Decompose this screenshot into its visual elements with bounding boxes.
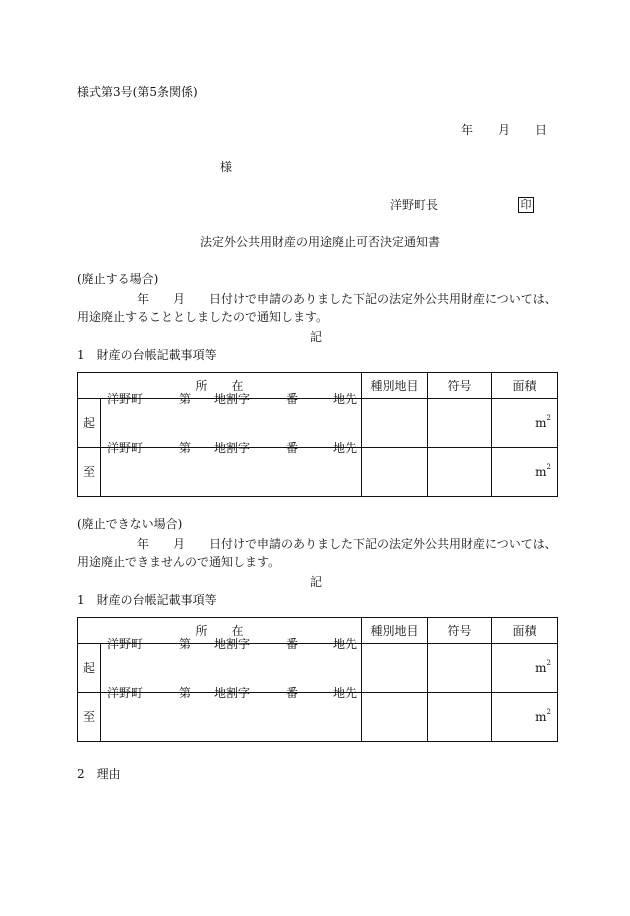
dai-label: 第 [179,637,192,651]
register-table-reject [77,617,558,742]
number-cell [428,399,492,448]
header-location: 所 在 [78,618,362,644]
header-land-type: 種別地目 [362,373,428,399]
town-name: 洋野町 [107,392,144,406]
notice-body-abolish: 年 月 日付けで申請のありました下記の法定外公共用財産については、用途廃止することとしましたので通知します。 [77,292,557,324]
area-unit-sup: 2 [546,414,552,422]
sakichi-label: 地先 [333,441,358,455]
town-name: 洋野町 [107,686,144,700]
item1-heading: 1 財産の台帳記載事項等 [77,348,217,362]
item2-heading: 2 理由 [77,767,121,781]
area-unit-sup: 2 [546,659,552,667]
row-lead-end: 至 [78,448,101,497]
register-table-abolish [77,372,558,497]
sakichi-label: 地先 [333,686,358,700]
row-lead-start: 起 [78,644,101,693]
case-label-reject: (廃止できない場合) [77,517,183,531]
area-unit: m [535,416,547,430]
land-type-cell [362,644,428,693]
sakichi-label: 地先 [333,637,358,651]
number-cell [428,644,492,693]
area-cell [492,399,558,448]
table-header-row [78,373,558,399]
table-row-end [78,448,558,497]
table-row-start [78,644,558,693]
number-cell [428,693,492,742]
location-cell [101,686,362,742]
area-unit: m [535,465,547,479]
area-cell [492,693,558,742]
notice-body-reject: 年 月 日付けで申請のありました下記の法定外公共用財産については、用途廃止できませんので通知します。 [77,537,557,569]
header-area: 面積 [492,618,558,644]
location-cell [101,441,362,497]
header-number: 符号 [428,373,492,399]
table-row-end [78,693,558,742]
dai-label: 第 [179,392,192,406]
item1-heading: 1 財産の台帳記載事項等 [77,593,217,607]
land-type-cell [362,399,428,448]
town-name: 洋野町 [107,441,144,455]
ban-label: 番 [286,441,299,455]
ban-label: 番 [286,686,299,700]
sender-title: 洋野町長 [390,198,439,212]
date-day: 日 [535,123,548,137]
chiwari-label: 地割字 [214,686,251,700]
chiwari-label: 地割字 [214,441,251,455]
case-label-abolish: (廃止する場合) [77,272,159,286]
table-row-start [78,399,558,448]
table-header-row [78,618,558,644]
area-cell [492,644,558,693]
addressee-honorific: 様 [220,160,233,174]
town-name: 洋野町 [107,637,144,651]
chiwari-label: 地割字 [214,637,251,651]
area-unit-sup: 2 [546,708,552,716]
seal-mark: 印 [518,197,534,213]
land-type-cell [362,693,428,742]
form-number: 様式第3号(第5条関係) [77,85,198,99]
ban-label: 番 [286,637,299,651]
sakichi-label: 地先 [333,392,358,406]
dai-label: 第 [179,686,192,700]
number-cell [428,448,492,497]
row-lead-start: 起 [78,399,101,448]
area-unit: m [535,710,547,724]
header-land-type: 種別地目 [362,618,428,644]
row-lead-end: 至 [78,693,101,742]
ki-label: 記 [310,330,323,344]
land-type-cell [362,448,428,497]
header-location: 所 在 [78,373,362,399]
date-month: 月 [498,123,511,137]
area-cell [492,448,558,497]
ban-label: 番 [286,392,299,406]
dai-label: 第 [179,441,192,455]
chiwari-label: 地割字 [214,392,251,406]
header-area: 面積 [492,373,558,399]
area-unit: m [535,661,547,675]
document-title: 法定外公共用財産の用途廃止可否決定通知書 [200,235,441,249]
date-year: 年 [461,123,474,137]
area-unit-sup: 2 [546,463,552,471]
header-number: 符号 [428,618,492,644]
ki-label: 記 [310,575,323,589]
